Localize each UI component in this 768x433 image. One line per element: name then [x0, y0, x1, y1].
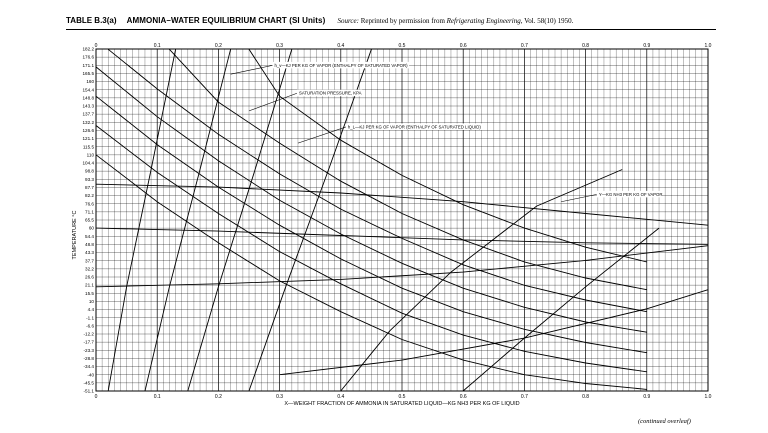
y-tick-label: -34.4 [83, 364, 94, 370]
y-tick-label: 48.8 [85, 242, 94, 248]
x-tick-label-top: 0 [94, 43, 98, 49]
x-tick-label: 0 [94, 394, 98, 400]
annotation-label: h_L—KJ PER KG OF VAPOR (ENTHALPY OF SATURATED LIQUID) [347, 124, 481, 130]
y-tick-label: 132.2 [82, 119, 94, 125]
x-tick-label-top: 0.5 [398, 43, 406, 49]
x-tick-label-top: 1.0 [704, 43, 712, 49]
y-tick-label: 21.1 [85, 282, 94, 288]
y-tick-label: 4.4 [87, 307, 94, 313]
source-journal: Refrigerating Engineering, [446, 17, 523, 25]
x-tick-label: 0.8 [582, 394, 590, 400]
y-tick-label: 43.3 [85, 250, 94, 256]
x-tick-label-top: 0.7 [520, 43, 528, 49]
y-tick-label: 98.8 [85, 168, 94, 174]
y-tick-label: -12.2 [83, 331, 94, 337]
source-text: Reprinted by permission from [360, 17, 445, 25]
x-tick-label: 0.7 [520, 394, 528, 400]
annotation-leader [231, 65, 273, 74]
y-tick-label: 115.5 [82, 144, 94, 150]
x-tick-label-top: 0.3 [276, 43, 284, 49]
equilibrium-curve [249, 49, 647, 262]
y-tick-label: 137.7 [82, 111, 94, 117]
y-tick-label: -17.7 [83, 339, 94, 345]
source-label: Source: [337, 17, 359, 25]
x-tick-label: 0.5 [398, 394, 406, 400]
y-tick-label: 37.7 [85, 258, 94, 264]
y-tick-label: -1.1 [86, 315, 94, 321]
x-tick-label: 0.2 [214, 394, 222, 400]
y-tick-label: 160 [86, 79, 94, 85]
y-tick-label: 93.3 [85, 176, 94, 182]
y-tick-label: 110 [86, 152, 94, 158]
y-tick-label: 171.1 [82, 62, 94, 68]
y-tick-label: 65.5 [85, 217, 94, 223]
x-tick-label-top: 0.9 [643, 43, 651, 49]
x-tick-label: 0.6 [459, 394, 467, 400]
y-tick-label: 32.2 [85, 266, 94, 272]
y-tick-label: 54.4 [85, 233, 94, 239]
x-tick-label-top: 0.6 [459, 43, 467, 49]
y-tick-label: 82.2 [85, 193, 94, 199]
y-tick-label: 182.2 [82, 46, 94, 52]
x-tick-label: 0.4 [337, 394, 345, 400]
y-tick-label: -40 [87, 372, 94, 378]
y-tick-label: 60 [88, 225, 94, 231]
y-tick-label: 87.7 [85, 185, 94, 191]
x-tick-label-top: 0.2 [214, 43, 222, 49]
x-tick-label-top: 0.4 [337, 43, 345, 49]
annotation-label: Y—KG NH3 PER KG OF VAPOR [598, 191, 663, 197]
x-tick-label: 0.9 [643, 394, 651, 400]
y-tick-label: 76.6 [85, 201, 94, 207]
continued-caption: (continued overleaf) [638, 418, 691, 425]
y-tick-label: 104.4 [82, 160, 94, 166]
annotation-label: SATURATION PRESSURE, KPA [298, 90, 362, 96]
y-tick-labels [83, 47, 95, 394]
y-tick-label: 126.6 [82, 128, 94, 134]
annotation-leader [249, 93, 297, 111]
x-axis-label: X—WEIGHT FRACTION OF AMMONIA IN SATURATED LIQUID—KG NH3 PER KG OF LIQUID [284, 401, 520, 407]
y-tick-label: -23.3 [83, 347, 94, 353]
table-id: TABLE B.3(a) [66, 16, 117, 25]
source-ref: Vol. 58(10) 1950. [524, 17, 574, 25]
y-tick-label: 10 [88, 299, 94, 305]
x-tick-label-top: 0.8 [582, 43, 590, 49]
chart-title: AMMONIA–WATER EQUILIBRIUM CHART (SI Units) [126, 16, 326, 25]
y-tick-label: 71.1 [85, 209, 94, 215]
x-tick-label-top: 0.1 [153, 43, 161, 49]
y-tick-label: 154.4 [82, 87, 94, 93]
y-tick-label: 15.5 [85, 290, 94, 296]
y-tick-label: 148.8 [82, 95, 94, 101]
y-tick-label: 165.5 [82, 71, 94, 77]
x-tick-label: 0.3 [276, 394, 284, 400]
y-tick-label: -28.8 [83, 356, 94, 362]
y-tick-label: -45.5 [83, 380, 94, 386]
x-tick-label: 1.0 [704, 394, 712, 400]
y-tick-label: 121.1 [82, 136, 94, 142]
y-tick-label: 176.6 [82, 54, 94, 60]
x-tick-label: 0.1 [153, 394, 161, 400]
y-tick-label: -6.6 [86, 323, 94, 329]
y-tick-label: 143.3 [82, 103, 94, 109]
annotation-label: h_v—KJ PER KG OF VAPOR (ENTHALPY OF SATURATED VAPOR) [274, 62, 408, 68]
y-tick-label: -51.1 [83, 388, 94, 394]
y-tick-label: 26.6 [85, 274, 94, 280]
y-axis-label: TEMPERATURE °C [72, 210, 78, 260]
